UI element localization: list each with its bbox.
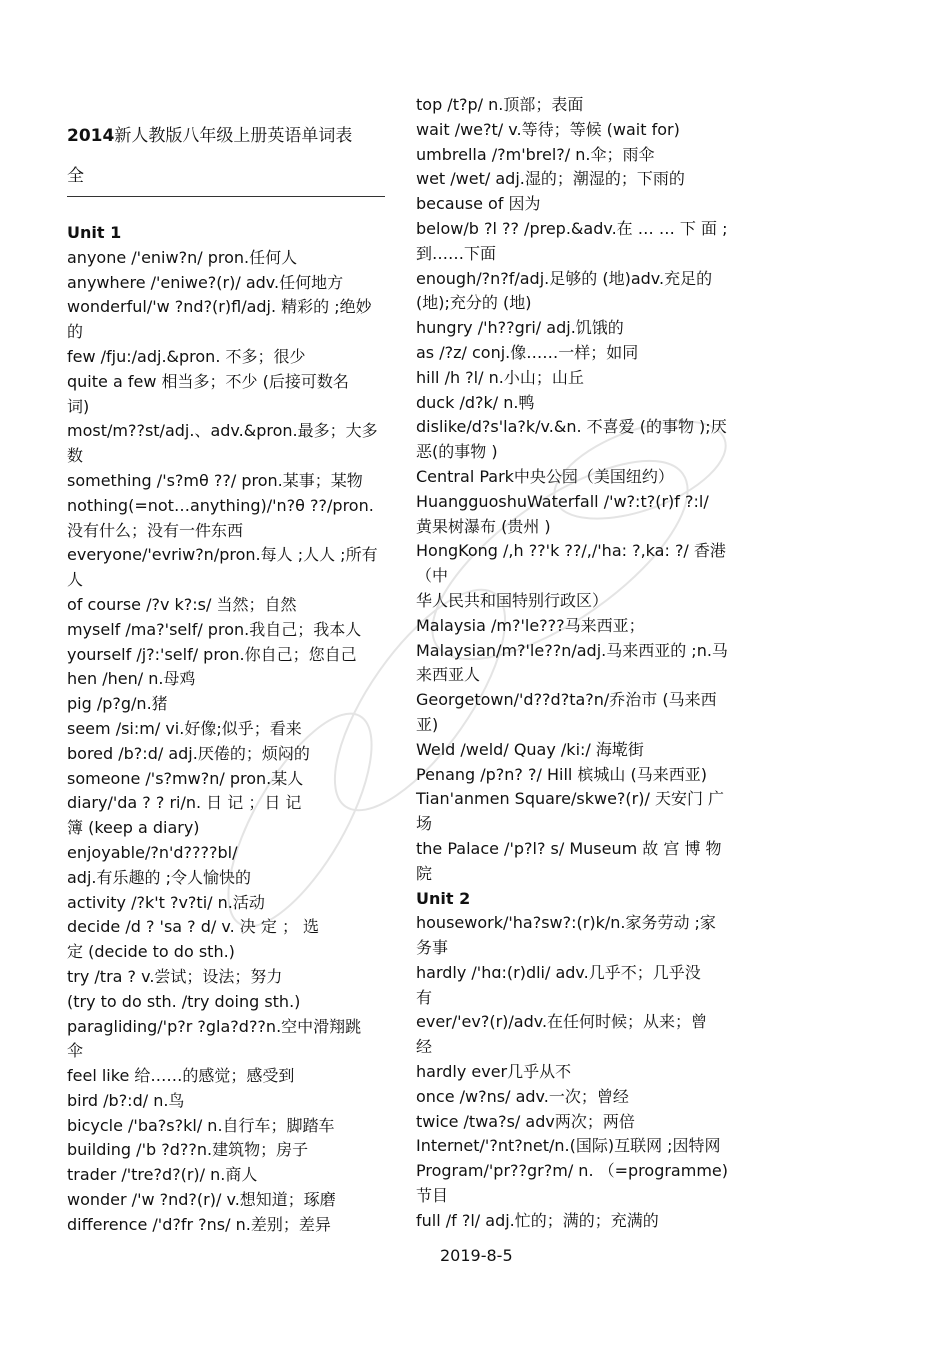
vocab-line: nothing(=not…anything)/'n?θ ??/pron. (67, 495, 374, 515)
unit-heading: Unit 1 (67, 223, 122, 242)
vocab-line: activity /?k't ?v?ti/ n.活动 (67, 892, 265, 912)
vocab-line: hardly ever几乎从不 (416, 1062, 572, 1082)
vocab-line: hungry /'h??gri/ adj.饥饿的 (416, 318, 624, 338)
vocab-line: wet /wet/ adj.湿的；潮湿的；下雨的 (416, 169, 685, 189)
vocab-line: adj.有乐趣的 ;令人愉快的 (67, 867, 251, 887)
vocab-line: Malaysian/m?'le??n/adj.马来西亚的 ;n.马 (416, 640, 728, 660)
vocab-line: full /f ?l/ adj.忙的；满的；充满的 (416, 1210, 659, 1230)
document-title-continuation: 全 (67, 166, 84, 186)
vocab-line: diary/'da ? ? ri/n. 日 记 ；日 记 (67, 793, 302, 813)
vocab-line: Central Park中央公园（美国纽约） (416, 466, 674, 486)
vocab-line: 簿 (keep a diary) (67, 818, 200, 838)
vocab-line: paragliding/'p?r ?gla?d??n.空中滑翔跳 (67, 1016, 362, 1036)
vocab-line: 院 (416, 863, 433, 883)
vocab-line: hill /h ?l/ n.小山；山丘 (416, 367, 584, 387)
unit-heading: Unit 2 (416, 888, 471, 908)
vocab-line: hardly /'hɑ:(r)dli/ adv.几乎不；几乎没 (416, 962, 701, 982)
vocab-line: （中 (416, 566, 449, 586)
vocab-line: Program/'pr??gr?m/ n. （=programme) (416, 1161, 728, 1181)
vocab-line: as /?z/ conj.像……一样；如同 (416, 342, 639, 362)
vocab-line: 来西亚人 (416, 665, 481, 685)
title-year: 2014 (67, 126, 115, 146)
vocab-line: bird /b?:d/ n.鸟 (67, 1090, 185, 1110)
vocab-line: housework/'ha?sw?:(r)k/n.家务劳动 ;家 (416, 913, 716, 933)
vocab-line: umbrella /?m'brel?/ n.伞；雨伞 (416, 144, 655, 164)
vocab-line: Penang /p?n? ?/ Hill 槟城山 (马来西亚) (416, 764, 708, 784)
vocab-line: seem /si:m/ vi.好像;似乎；看来 (67, 718, 302, 738)
vocab-line: trader /'tre?d?(r)/ n.商人 (67, 1165, 258, 1185)
vocab-line: yourself /j?:'self/ pron.你自己；您自己 (67, 644, 357, 664)
vocab-line: 亚) (416, 714, 439, 734)
vocab-line: HuangguoshuWaterfall /'w?:t?(r)f ?:l/ (416, 491, 709, 511)
vocab-line: everyone/'evriw?n/pron.每人 ;人人 ;所有 (67, 545, 378, 565)
vocab-line: (地);充分的 (地) (416, 293, 532, 313)
vocab-line: enjoyable/?n'd????bl/ (67, 842, 238, 862)
vocab-line: 节目 (416, 1186, 449, 1206)
vocab-line: 人 (67, 570, 84, 590)
left-column (67, 221, 385, 1238)
vocab-line: of course /?v k?:s/ 当然；自然 (67, 594, 297, 614)
vocab-line: quite a few 相当多；不少 (后接可数名 (67, 371, 349, 391)
vocab-line: bicycle /'ba?s?kl/ n.自行车；脚踏车 (67, 1115, 335, 1135)
title-divider (67, 196, 385, 197)
vocab-line: 恶(的事物 ) (416, 442, 498, 462)
vocab-line: wonderful/'w ?nd?(r)fl/adj. 精彩的 ;绝妙 (67, 297, 372, 317)
vocab-line: top /t?p/ n.顶部；表面 (416, 95, 584, 114)
vocab-line: myself /ma?'self/ pron.我自己；我本人 (67, 619, 362, 639)
vocab-line: enough/?n?f/adj.足够的 (地)adv.充足的 (416, 268, 713, 288)
vocab-line: duck /d?k/ n.鸭 (416, 392, 535, 412)
vocab-line: try /tra ? v.尝试；设法；努力 (67, 966, 283, 986)
vocab-line: 场 (416, 814, 433, 834)
vocab-line: wait /we?t/ v.等待；等候 (wait for) (416, 119, 680, 139)
vocab-line: below/b ?l ?? /prep.&adv.在 … … 下 面 ; (416, 218, 728, 238)
vocab-line: Internet/'?nt?net/n.(国际)互联网 ;因特网 (416, 1136, 721, 1156)
vocab-line: 到……下面 (416, 243, 497, 263)
vocab-line: twice /twa?s/ adv两次；两倍 (416, 1111, 635, 1131)
vocab-line: HongKong /,h ??'k ??/,/'ha: ?,ka: ?/ 香港 (416, 541, 726, 561)
vocab-line: ever/'ev?(r)/adv.在任何时候；从来；曾 (416, 1012, 708, 1032)
vocab-line: Malaysia /m?'le???马来西亚； (416, 615, 645, 635)
vocab-line: 定 (decide to do sth.) (67, 942, 235, 962)
vocab-line: few /fju:/adj.&pron. 不多；很少 (67, 346, 306, 366)
vocab-line: Georgetown/'d??d?ta?n/乔治市 (马来西 (416, 690, 717, 710)
vocab-line: Tian'anmen Square/skwe?(r)/ 天安门 广 (416, 789, 725, 809)
vocab-line: 黄果树瀑布 (贵州 ) (416, 516, 551, 536)
vocab-line: someone /'s?mw?n/ pron.某人 (67, 768, 304, 788)
vocab-line: the Palace /'p?l? s/ Museum 故 宫 博 物 (416, 838, 722, 858)
title-text: 新人教版八年级上册英语单词表 (114, 126, 353, 146)
vocab-line: wonder /'w ?nd?(r)/ v.想知道；琢磨 (67, 1190, 336, 1210)
vocab-line: most/m??st/adj.、adv.&pron.最多；大多 (67, 421, 378, 441)
vocab-line: feel like 给……的感觉；感受到 (67, 1066, 295, 1086)
vocab-line: 经 (416, 1037, 433, 1057)
vocab-line: (try to do sth. /try doing sth.) (67, 991, 301, 1011)
vocab-line: pig /p?g/n.猪 (67, 694, 168, 714)
vocab-line: dislike/d?s'la?k/v.&n. 不喜爱 (的事物 );厌 (416, 417, 727, 437)
vocab-line: 的 (67, 322, 84, 342)
vocab-line: 词) (67, 396, 90, 416)
vocab-line: bored /b?:d/ adj.厌倦的；烦闷的 (67, 743, 310, 763)
vocab-line: anyone /'eniw?n/ pron.任何人 (67, 247, 298, 267)
vocab-line: building /'b ?d??n.建筑物；房子 (67, 1140, 309, 1160)
vocab-line: 有 (416, 987, 433, 1007)
vocab-line: because of 因为 (416, 194, 541, 214)
footer-date: 2019-8-5 (440, 1246, 513, 1265)
vocab-line: 数 (67, 446, 84, 466)
vocab-line: hen /hen/ n.母鸡 (67, 669, 196, 689)
vocab-line: once /w?ns/ adv.一次；曾经 (416, 1086, 629, 1106)
vocab-line: Weld /weld/ Quay /ki:/ 海墘街 (416, 739, 644, 759)
vocab-line: 伞 (67, 1041, 84, 1061)
vocab-line: decide /d ? 'sa ? d/ v. 决 定 ； 选 (67, 917, 320, 937)
vocab-line: difference /'d?fr ?ns/ n.差别；差异 (67, 1214, 331, 1234)
vocab-line: 华人民共和国特别行政区） (416, 590, 609, 610)
right-column (416, 93, 732, 1234)
vocab-line: 没有什么；没有一件东西 (67, 520, 244, 540)
vocab-line: anywhere /'eniwe?(r)/ adv.任何地方 (67, 272, 344, 292)
vocab-line: something /'s?mθ ??/ pron.某事；某物 (67, 470, 363, 490)
document-title (67, 123, 385, 149)
vocab-line: 务事 (416, 938, 449, 958)
